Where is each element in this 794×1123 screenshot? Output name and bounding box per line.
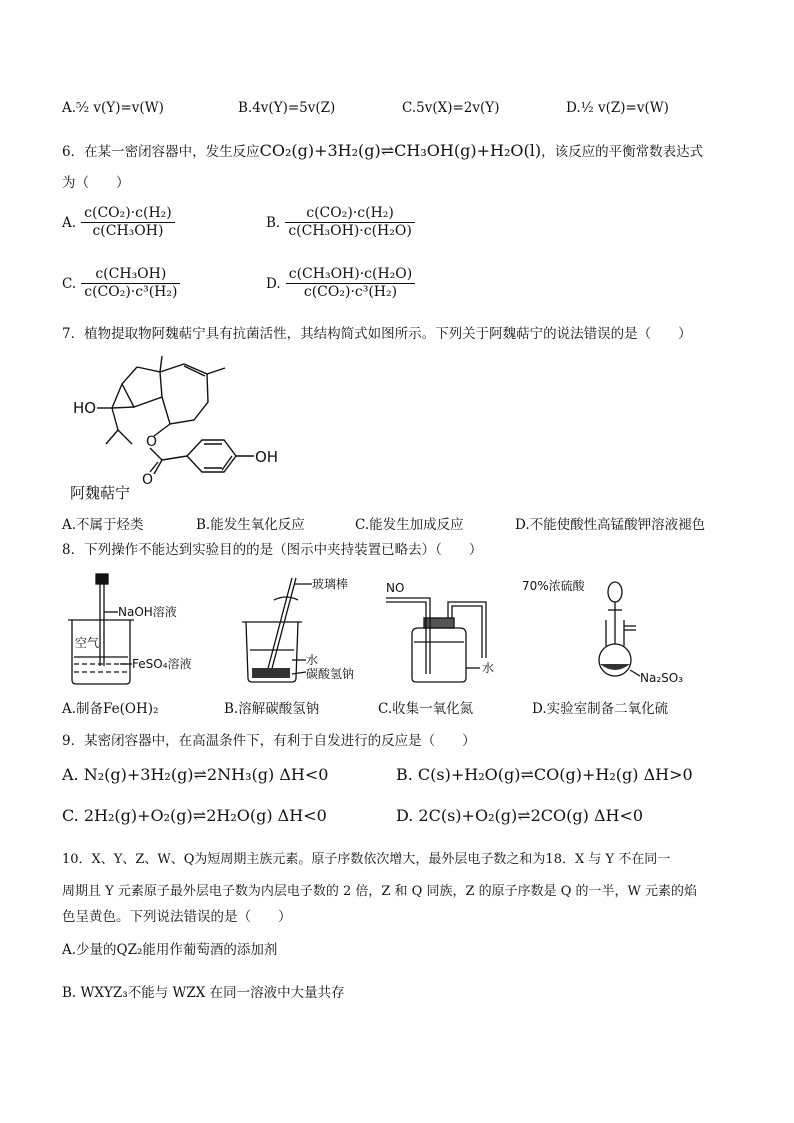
q5-option-d: D.¹⁄₂ v(Z)=v(W) [566,100,669,116]
outlet-tube [448,602,486,658]
cyclopentane-ring [122,367,162,407]
q6-option-c-numerator: c(CH₃OH) [95,266,167,282]
q8-apparatus-a [60,572,210,692]
q6-reaction: CO₂(g)+3H₂(g)⇌CH₃OH(g)+H₂O(l) [259,141,542,160]
q9-stem: 9．某密闭容器中，在高温条件下，有利于自发进行的反应是（ ） [62,733,476,749]
q8-stem: 8．下列操作不能达到实验目的的是（图示中夹持装置已略去）（ ） [62,542,483,558]
inlet-tube [386,598,430,674]
q7-stem: 7．植物提取物阿魏萜宁具有抗菌活性，其结构简式如图所示。下列关于阿魏萜宁的说法错误的是（ ） [62,326,692,342]
label-nahco3: 碳酸氢钠 [306,667,355,681]
q10-option-b: B. WXYZ₃不能与 WZX 在同一溶液中大量共存 [62,985,345,1001]
cycloheptene-ring [160,364,208,424]
q10-option-a: A.少量的QZ₂能用作葡萄酒的添加剂 [62,942,278,958]
q7-option-d: D.不能使酸性高锰酸钾溶液褪色 [515,517,706,533]
q8-apparatus-d [520,572,700,692]
q6-option-b-numerator: c(CO₂)·c(H₂) [306,205,394,221]
gas-bottle [412,628,466,682]
q6-option-d-numerator: c(CH₃OH)·c(H₂O) [288,266,413,282]
q6-option-a-denominator: c(CH₃OH) [81,222,175,240]
q6-option-b-label: B. [266,214,281,231]
q9-option-d: D. 2C(s)+O₂(g)⇌2CO(g) ΔH<0 [396,806,644,825]
q7-option-c: C.能发生加成反应 [355,517,464,533]
q6-option-a-label: A. [62,214,77,231]
q10-stem-line1: 10．X、Y、Z、W、Q为短周期主族元素。原子序数依次增大，最外层电子数之和为18．X 与 Y 不在同一 [62,852,671,867]
structure-caption: 阿魏萜宁 [70,484,131,502]
q5-option-c: C.5v(X)=2v(Y) [402,100,500,116]
q8-option-c: C.收集一氧化氮 [378,701,474,717]
isopropyl [112,408,118,430]
q9-option-a: A. N₂(g)+3H₂(g)⇌2NH₃(g) ΔH<0 [62,765,329,784]
q10-stem-line3: 色呈黄色。下列说法错误的是（ ） [62,909,292,925]
label-water-b: 水 [306,653,319,667]
label-air: 空气 [75,636,100,650]
q6-stem [62,142,703,161]
q6-option-a-numerator: c(CO₂)·c(H₂) [84,205,172,221]
q6-option-b [266,205,415,240]
q9-option-b: B. C(s)+H₂O(g)⇌CO(g)+H₂(g) ΔH>0 [396,765,693,784]
q6-option-c [62,266,180,301]
q8-option-d: D.实验室制备二氧化硫 [532,701,669,717]
q5-option-a: A.⁵⁄₂ v(Y)=v(W) [62,100,164,116]
na2so3-solid [600,664,630,670]
q6-option-c-denominator: c(CO₂)·c³(H₂) [81,283,180,301]
q6-option-d-fraction [286,266,416,301]
label-glass-rod: 玻璃棒 [312,577,349,591]
label-naoh: NaOH溶液 [118,605,177,619]
q7-option-b: B.能发生氧化反应 [196,517,305,533]
ring-methyl [207,368,225,374]
q6-stem-line2: 为（ ） [62,175,130,191]
label-water-c: 水 [482,661,495,675]
q6-option-b-fraction [285,205,415,240]
q9-option-c: C. 2H₂(g)+O₂(g)⇌2H₂O(g) ΔH<0 [62,806,327,825]
label-conc-acid: 70%浓硫酸 [522,579,585,593]
q6-option-a-fraction [81,205,175,240]
c-oh-bond [112,384,122,408]
nahco3-solid [252,668,290,678]
q6-option-b-denominator: c(CH₃OH)·c(H₂O) [285,222,415,240]
q6-option-d-denominator: c(CO₂)·c³(H₂) [286,283,416,301]
q6-option-c-label: C. [62,275,77,292]
q8-apparatus-b [236,572,366,692]
label-feso4: FeSO₄溶液 [132,657,192,671]
structure-ester-o: O [146,434,158,450]
flask-bulb [599,644,631,676]
q6-option-d [266,266,415,301]
glass-rod [266,578,292,676]
structure-oh-label: OH [255,448,279,466]
q7-structure-diagram [62,352,302,502]
stopper [424,618,454,628]
q10-stem-line2: 周期且 Y 元素原子最外层电子数为内层电子数的 2 倍，Z 和 Q 同族，Z 的原子序数是 Q 的一半，W 元素的焰 [62,884,698,899]
dropping-funnel [608,582,622,602]
ester-benzene-bond [162,456,187,460]
q6-option-d-label: D. [266,275,281,292]
q8-option-b: B.溶解碳酸氢钠 [224,701,320,717]
label-no: NO [386,581,405,595]
q6-stem-part1: 6．在某一密闭容器中，发生反应 [62,144,260,160]
q6-option-c-fraction [81,266,180,301]
structure-ho-label: HO [73,399,97,417]
q6-stem-part2: ，该反应的平衡常数表达式 [541,144,704,160]
q8-apparatus-c [380,572,520,692]
beaker-a [72,620,130,684]
label-na2so3: Na₂SO₃ [640,671,684,685]
junction-methyl [160,356,162,372]
structure-carbonyl-o: O [142,472,154,488]
q5-option-b: B.4v(Y)=5v(Z) [238,100,336,116]
q8-option-a: A.制备Fe(OH)₂ [62,701,159,717]
benzene-ring [187,440,236,472]
q6-option-a [62,205,175,240]
q7-option-a: A.不属于烃类 [62,517,144,533]
